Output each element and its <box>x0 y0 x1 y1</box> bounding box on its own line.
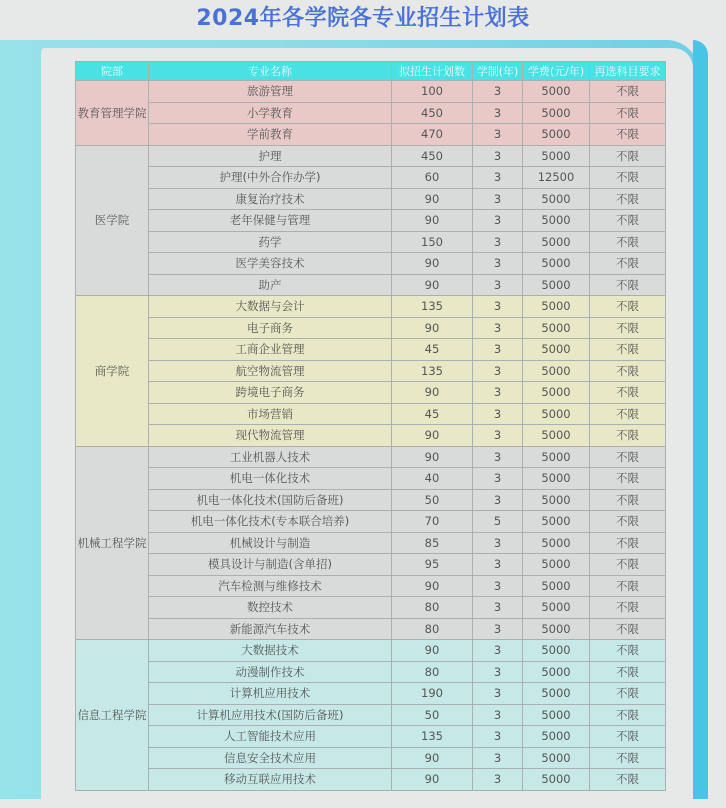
requirement-cell: 不限 <box>590 253 666 275</box>
major-cell: 模具设计与制造(含单招) <box>149 554 392 576</box>
years-cell: 3 <box>473 683 523 705</box>
fee-cell: 5000 <box>523 317 590 339</box>
table-row <box>76 81 666 103</box>
fee-cell: 5000 <box>523 425 590 447</box>
years-cell: 3 <box>473 597 523 619</box>
plan-cell: 90 <box>392 253 473 275</box>
major-cell: 航空物流管理 <box>149 360 392 382</box>
fee-cell: 5000 <box>523 360 590 382</box>
major-cell: 大数据与会计 <box>149 296 392 318</box>
major-cell: 汽车检测与维修技术 <box>149 575 392 597</box>
fee-cell: 5000 <box>523 640 590 662</box>
major-cell: 护理(中外合作办学) <box>149 167 392 189</box>
years-cell: 3 <box>473 468 523 490</box>
major-cell: 工商企业管理 <box>149 339 392 361</box>
years-cell: 3 <box>473 446 523 468</box>
table-row <box>76 382 666 404</box>
plan-cell: 95 <box>392 554 473 576</box>
fee-cell: 5000 <box>523 661 590 683</box>
fee-cell: 12500 <box>523 167 590 189</box>
plan-cell: 80 <box>392 661 473 683</box>
years-cell: 3 <box>473 145 523 167</box>
years-cell: 5 <box>473 511 523 533</box>
years-cell: 3 <box>473 704 523 726</box>
major-cell: 电子商务 <box>149 317 392 339</box>
dept-cell: 医学院 <box>76 145 149 296</box>
plan-cell: 80 <box>392 618 473 640</box>
requirement-cell: 不限 <box>590 210 666 232</box>
table-row <box>76 102 666 124</box>
fee-cell: 5000 <box>523 747 590 769</box>
requirement-cell: 不限 <box>590 747 666 769</box>
requirement-cell: 不限 <box>590 124 666 146</box>
table-row <box>76 167 666 189</box>
major-cell: 旅游管理 <box>149 81 392 103</box>
years-cell: 3 <box>473 102 523 124</box>
requirement-cell: 不限 <box>590 425 666 447</box>
requirement-cell: 不限 <box>590 661 666 683</box>
years-cell: 3 <box>473 726 523 748</box>
requirement-cell: 不限 <box>590 468 666 490</box>
table-row <box>76 726 666 748</box>
plan-cell: 135 <box>392 726 473 748</box>
table-row <box>76 704 666 726</box>
plan-cell: 45 <box>392 339 473 361</box>
plan-cell: 450 <box>392 145 473 167</box>
major-cell: 学前教育 <box>149 124 392 146</box>
table-row <box>76 618 666 640</box>
plan-cell: 90 <box>392 640 473 662</box>
fee-cell: 5000 <box>523 231 590 253</box>
years-cell: 3 <box>473 489 523 511</box>
requirement-cell: 不限 <box>590 296 666 318</box>
years-cell: 3 <box>473 317 523 339</box>
table-row <box>76 640 666 662</box>
major-cell: 人工智能技术应用 <box>149 726 392 748</box>
requirement-cell: 不限 <box>590 618 666 640</box>
major-cell: 机电一体化技术(专本联合培养) <box>149 511 392 533</box>
table-row <box>76 554 666 576</box>
plan-cell: 80 <box>392 597 473 619</box>
major-cell: 跨境电子商务 <box>149 382 392 404</box>
fee-cell: 5000 <box>523 468 590 490</box>
requirement-cell: 不限 <box>590 769 666 791</box>
major-cell: 机械设计与制造 <box>149 532 392 554</box>
table-row <box>76 511 666 533</box>
table-row <box>76 446 666 468</box>
plan-cell: 90 <box>392 575 473 597</box>
plan-cell: 90 <box>392 188 473 210</box>
fee-cell: 5000 <box>523 726 590 748</box>
requirement-cell: 不限 <box>590 360 666 382</box>
major-cell: 新能源汽车技术 <box>149 618 392 640</box>
years-cell: 3 <box>473 532 523 554</box>
dept-cell: 教育管理学院 <box>76 81 149 146</box>
header-major: 专业名称 <box>149 62 392 81</box>
plan-cell: 60 <box>392 167 473 189</box>
major-cell: 小学教育 <box>149 102 392 124</box>
table-row <box>76 747 666 769</box>
fee-cell: 5000 <box>523 489 590 511</box>
plan-cell: 450 <box>392 102 473 124</box>
years-cell: 3 <box>473 81 523 103</box>
years-cell: 3 <box>473 661 523 683</box>
plan-cell: 135 <box>392 296 473 318</box>
requirement-cell: 不限 <box>590 167 666 189</box>
header-years: 学制(年) <box>473 62 523 81</box>
fee-cell: 5000 <box>523 188 590 210</box>
years-cell: 3 <box>473 575 523 597</box>
table-row <box>76 468 666 490</box>
years-cell: 3 <box>473 188 523 210</box>
major-cell: 数控技术 <box>149 597 392 619</box>
header-requirement: 再选科目要求 <box>590 62 666 81</box>
table-row <box>76 683 666 705</box>
table-row <box>76 296 666 318</box>
requirement-cell: 不限 <box>590 597 666 619</box>
fee-cell: 5000 <box>523 145 590 167</box>
table-row <box>76 575 666 597</box>
fee-cell: 5000 <box>523 446 590 468</box>
fee-cell: 5000 <box>523 769 590 791</box>
years-cell: 3 <box>473 231 523 253</box>
years-cell: 3 <box>473 640 523 662</box>
fee-cell: 5000 <box>523 382 590 404</box>
requirement-cell: 不限 <box>590 231 666 253</box>
table-row <box>76 188 666 210</box>
major-cell: 移动互联应用技术 <box>149 769 392 791</box>
years-cell: 3 <box>473 253 523 275</box>
requirement-cell: 不限 <box>590 446 666 468</box>
major-cell: 现代物流管理 <box>149 425 392 447</box>
dept-cell: 商学院 <box>76 296 149 447</box>
fee-cell: 5000 <box>523 296 590 318</box>
dept-cell: 信息工程学院 <box>76 640 149 791</box>
years-cell: 3 <box>473 554 523 576</box>
table-row <box>76 769 666 791</box>
table-row <box>76 274 666 296</box>
header-fee: 学费(元/年) <box>523 62 590 81</box>
plan-cell: 70 <box>392 511 473 533</box>
requirement-cell: 不限 <box>590 575 666 597</box>
years-cell: 3 <box>473 425 523 447</box>
requirement-cell: 不限 <box>590 145 666 167</box>
header-dept: 院部 <box>76 62 149 81</box>
requirement-cell: 不限 <box>590 683 666 705</box>
table-header-row <box>76 62 666 81</box>
table-row <box>76 489 666 511</box>
plan-cell: 135 <box>392 360 473 382</box>
requirement-cell: 不限 <box>590 382 666 404</box>
table-row <box>76 661 666 683</box>
major-cell: 助产 <box>149 274 392 296</box>
major-cell: 康复治疗技术 <box>149 188 392 210</box>
major-cell: 老年保健与管理 <box>149 210 392 232</box>
requirement-cell: 不限 <box>590 81 666 103</box>
fee-cell: 5000 <box>523 597 590 619</box>
table-row <box>76 124 666 146</box>
major-cell: 机电一体化技术(国防后备班) <box>149 489 392 511</box>
major-cell: 市场营销 <box>149 403 392 425</box>
table-row <box>76 145 666 167</box>
fee-cell: 5000 <box>523 704 590 726</box>
years-cell: 3 <box>473 769 523 791</box>
major-cell: 计算机应用技术(国防后备班) <box>149 704 392 726</box>
table-row <box>76 339 666 361</box>
years-cell: 3 <box>473 124 523 146</box>
years-cell: 3 <box>473 339 523 361</box>
plan-cell: 90 <box>392 425 473 447</box>
major-cell: 大数据技术 <box>149 640 392 662</box>
requirement-cell: 不限 <box>590 554 666 576</box>
plan-cell: 90 <box>392 317 473 339</box>
years-cell: 3 <box>473 382 523 404</box>
fee-cell: 5000 <box>523 554 590 576</box>
plan-cell: 50 <box>392 704 473 726</box>
decorative-frame-stripe <box>693 40 708 799</box>
fee-cell: 5000 <box>523 575 590 597</box>
years-cell: 3 <box>473 360 523 382</box>
fee-cell: 5000 <box>523 274 590 296</box>
requirement-cell: 不限 <box>590 726 666 748</box>
fee-cell: 5000 <box>523 253 590 275</box>
fee-cell: 5000 <box>523 124 590 146</box>
fee-cell: 5000 <box>523 81 590 103</box>
table-row <box>76 360 666 382</box>
table-row <box>76 425 666 447</box>
fee-cell: 5000 <box>523 618 590 640</box>
table-row <box>76 317 666 339</box>
plan-cell: 190 <box>392 683 473 705</box>
major-cell: 工业机器人技术 <box>149 446 392 468</box>
requirement-cell: 不限 <box>590 339 666 361</box>
plan-cell: 100 <box>392 81 473 103</box>
years-cell: 3 <box>473 618 523 640</box>
requirement-cell: 不限 <box>590 102 666 124</box>
page-title: 2024年各学院各专业招生计划表 <box>196 6 530 31</box>
plan-cell: 90 <box>392 210 473 232</box>
table-row <box>76 403 666 425</box>
fee-cell: 5000 <box>523 683 590 705</box>
years-cell: 3 <box>473 296 523 318</box>
requirement-cell: 不限 <box>590 403 666 425</box>
years-cell: 3 <box>473 210 523 232</box>
fee-cell: 5000 <box>523 102 590 124</box>
major-cell: 计算机应用技术 <box>149 683 392 705</box>
table-row <box>76 210 666 232</box>
fee-cell: 5000 <box>523 210 590 232</box>
major-cell: 药学 <box>149 231 392 253</box>
years-cell: 3 <box>473 274 523 296</box>
requirement-cell: 不限 <box>590 188 666 210</box>
requirement-cell: 不限 <box>590 274 666 296</box>
requirement-cell: 不限 <box>590 532 666 554</box>
major-cell: 信息安全技术应用 <box>149 747 392 769</box>
table-row <box>76 253 666 275</box>
fee-cell: 5000 <box>523 339 590 361</box>
plan-cell: 90 <box>392 274 473 296</box>
plan-cell: 150 <box>392 231 473 253</box>
plan-cell: 85 <box>392 532 473 554</box>
requirement-cell: 不限 <box>590 511 666 533</box>
plan-cell: 90 <box>392 747 473 769</box>
plan-cell: 470 <box>392 124 473 146</box>
plan-cell: 45 <box>392 403 473 425</box>
major-cell: 动漫制作技术 <box>149 661 392 683</box>
plan-cell: 90 <box>392 382 473 404</box>
major-cell: 医学美容技术 <box>149 253 392 275</box>
fee-cell: 5000 <box>523 511 590 533</box>
requirement-cell: 不限 <box>590 317 666 339</box>
requirement-cell: 不限 <box>590 640 666 662</box>
plan-cell: 90 <box>392 769 473 791</box>
major-cell: 护理 <box>149 145 392 167</box>
table-row <box>76 532 666 554</box>
table-row <box>76 231 666 253</box>
years-cell: 3 <box>473 403 523 425</box>
table-row <box>76 597 666 619</box>
plan-cell: 50 <box>392 489 473 511</box>
requirement-cell: 不限 <box>590 704 666 726</box>
table-body <box>76 81 666 791</box>
plan-cell: 90 <box>392 446 473 468</box>
years-cell: 3 <box>473 747 523 769</box>
requirement-cell: 不限 <box>590 489 666 511</box>
plan-cell: 40 <box>392 468 473 490</box>
dept-cell: 机械工程学院 <box>76 446 149 640</box>
major-cell: 机电一体化技术 <box>149 468 392 490</box>
fee-cell: 5000 <box>523 532 590 554</box>
years-cell: 3 <box>473 167 523 189</box>
fee-cell: 5000 <box>523 403 590 425</box>
enrollment-plan-table <box>75 61 666 791</box>
header-plan: 拟招生计划数 <box>392 62 473 81</box>
